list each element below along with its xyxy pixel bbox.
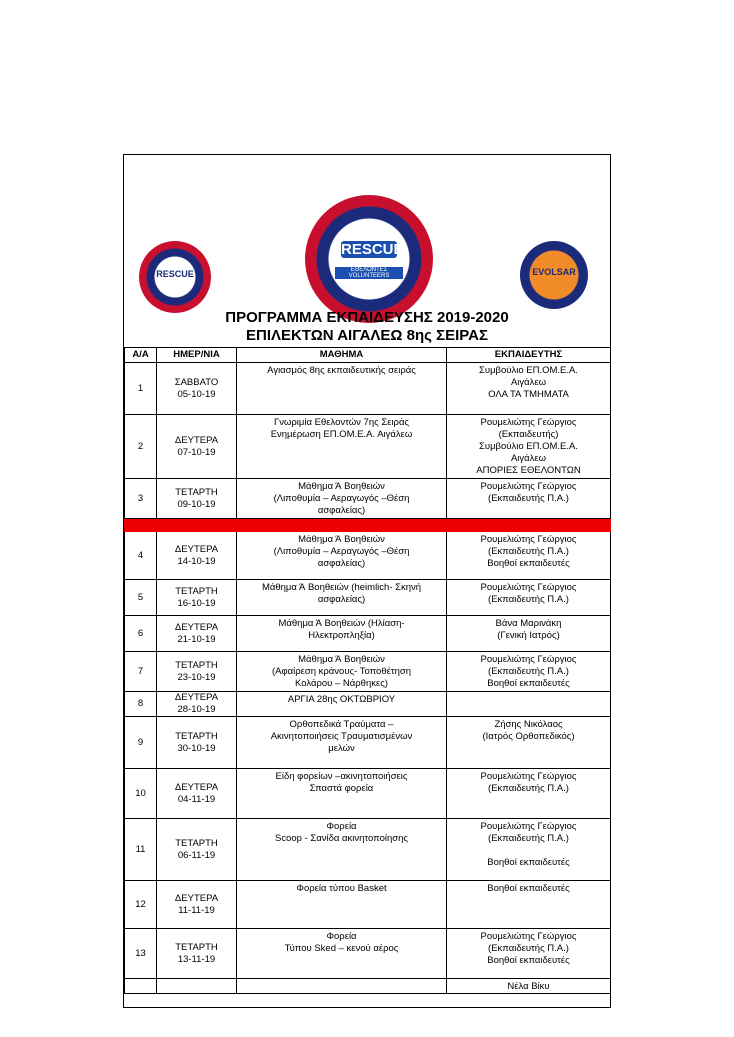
- cell-subject: [237, 979, 447, 994]
- table-row: [125, 692, 611, 717]
- civil-protection-logo-left: [139, 241, 211, 313]
- table-row: [125, 532, 611, 580]
- rescue-logo-center: [305, 195, 433, 323]
- cell-subject: Αγιασμός 8ης εκπαιδευτικής σειράς: [237, 363, 447, 415]
- cell-aa: 6: [125, 616, 157, 652]
- schedule-document: [123, 154, 611, 1008]
- cell-subject: Μάθημα Ά Βοηθειών (Ηλίαση- Ηλεκτροπληξία): [237, 616, 447, 652]
- table-row: [125, 415, 611, 479]
- cell-date: ΔΕΥΤΕΡΑ 21-10-19: [157, 616, 237, 652]
- cell-instructor: Ρουμελιώτης Γεώργιος (Εκπαιδευτής Π.Α.) Βοηθοί εκπαιδευτές: [447, 652, 611, 692]
- cell-instructor: Ρουμελιώτης Γεώργιος (Εκπαιδευτής Π.Α.): [447, 769, 611, 819]
- cell-instructor: Νέλα Βίκυ: [447, 979, 611, 994]
- cell-subject: Μάθημα Ά Βοηθειών (heimlich- Σκηνή ασφαλείας): [237, 580, 447, 616]
- red-divider-cell: [237, 519, 447, 532]
- cell-date: ΔΕΥΤΕΡΑ 04-11-19: [157, 769, 237, 819]
- table-row: [125, 881, 611, 929]
- cell-date: ΤΕΤΑΡΤΗ 09-10-19: [157, 479, 237, 519]
- logo-center-text: RESCUE: [341, 241, 404, 258]
- cell-subject: Φορεία Scoop - Σανίδα ακινητοποίησης: [237, 819, 447, 881]
- logo-center-subtext: ΕΘΕΛΟΝΤΕΣ VOLUNTEERS: [335, 267, 403, 279]
- logo-right-text: EVOLSAR: [532, 267, 576, 277]
- red-divider-cell: [157, 519, 237, 532]
- table-header-row: [125, 348, 611, 363]
- header-aa: Α/Α: [125, 348, 157, 363]
- cell-date: ΤΕΤΑΡΤΗ 06-11-19: [157, 819, 237, 881]
- cell-aa: 1: [125, 363, 157, 415]
- cell-instructor: Ζήσης Νικόλαος (Ιατρός Ορθοπεδικός): [447, 717, 611, 769]
- cell-date: ΔΕΥΤΕΡΑ 07-10-19: [157, 415, 237, 479]
- schedule-body: [125, 363, 611, 994]
- table-row: [125, 580, 611, 616]
- cell-instructor: [447, 692, 611, 717]
- table-row: [125, 819, 611, 881]
- cell-subject: Φορεία Τύπου Sked – κενού αέρος: [237, 929, 447, 979]
- cell-date: [157, 979, 237, 994]
- table-row: [125, 717, 611, 769]
- cell-aa: 11: [125, 819, 157, 881]
- logo-left-text: RESCUE: [156, 269, 194, 279]
- cell-instructor: Βοηθοί εκπαιδευτές: [447, 881, 611, 929]
- red-divider-cell: [447, 519, 611, 532]
- cell-instructor: Ρουμελιώτης Γεώργιος (Εκπαιδευτής Π.Α.): [447, 479, 611, 519]
- cell-date: ΤΕΤΑΡΤΗ 30-10-19: [157, 717, 237, 769]
- table-row: [125, 363, 611, 415]
- cell-date: ΤΕΤΑΡΤΗ 16-10-19: [157, 580, 237, 616]
- cell-subject: Φορεία τύπου Basket: [237, 881, 447, 929]
- cell-aa: 12: [125, 881, 157, 929]
- cell-instructor: Βάνα Μαρινάκη (Γενική Ιατρός): [447, 616, 611, 652]
- cell-date: ΔΕΥΤΕΡΑ 28-10-19: [157, 692, 237, 717]
- header-instructor: ΕΚΠΑΙΔΕΥΤΗΣ: [447, 348, 611, 363]
- cell-subject: Μάθημα Ά Βοηθειών (Λιποθυμία – Αεραγωγός –Θέση ασφαλείας): [237, 532, 447, 580]
- cell-aa: 9: [125, 717, 157, 769]
- cell-subject: Μάθημα Ά Βοηθειών (Αφαίρεση κράνους- Τοποθέτηση Κολάρου – Νάρθηκες): [237, 652, 447, 692]
- red-divider-row: [125, 519, 611, 532]
- cell-date: ΔΕΥΤΕΡΑ 11-11-19: [157, 881, 237, 929]
- cell-instructor: Ρουμελιώτης Γεώργιος (Εκπαιδευτής Π.Α.) Βοηθοί εκπαιδευτές: [447, 819, 611, 881]
- table-row: [125, 652, 611, 692]
- table-row: [125, 929, 611, 979]
- cell-date: ΔΕΥΤΕΡΑ 14-10-19: [157, 532, 237, 580]
- schedule-table: [124, 347, 611, 994]
- cell-date: ΣΑΒΒΑΤΟ 05-10-19: [157, 363, 237, 415]
- red-divider-cell: [125, 519, 157, 532]
- cell-date: ΤΕΤΑΡΤΗ 23-10-19: [157, 652, 237, 692]
- evolsar-logo-right: [520, 241, 588, 309]
- cell-subject: ΑΡΓΙΑ 28ης ΟΚΤΩΒΡΙΟΥ: [237, 692, 447, 717]
- table-row: [125, 769, 611, 819]
- cell-subject: Μάθημα Ά Βοηθειών (Λιποθυμία – Αεραγωγός –Θέση ασφαλείας): [237, 479, 447, 519]
- cell-subject: Είδη φορείων –ακινητοποιήσεις Σπαστά φορεία: [237, 769, 447, 819]
- cell-subject: Γνωριμία Εθελοντών 7ης Σειράς Ενημέρωση ΕΠ.ΟΜ.Ε.Α. Αιγάλεω: [237, 415, 447, 479]
- cell-instructor: Ρουμελιώτης Γεώργιος (Εκπαιδευτής Π.Α.) Βοηθοί εκπαιδευτές: [447, 532, 611, 580]
- cell-aa: 2: [125, 415, 157, 479]
- header-subject: ΜΑΘΗΜΑ: [237, 348, 447, 363]
- cell-aa: 4: [125, 532, 157, 580]
- cell-instructor: Ρουμελιώτης Γεώργιος (Εκπαιδευτής) Συμβούλιο ΕΠ.ΟΜ.Ε.Α. Αιγάλεω ΑΠΟΡΙΕΣ ΕΘΕΛΟΝΤΩΝ: [447, 415, 611, 479]
- cell-aa: 7: [125, 652, 157, 692]
- cell-aa: 3: [125, 479, 157, 519]
- cell-aa: 13: [125, 929, 157, 979]
- cell-subject: Ορθοπεδικά Τραύματα – Ακινητοποιήσεις Τραυματισμένων μελών: [237, 717, 447, 769]
- table-row: [125, 616, 611, 652]
- cell-aa: [125, 979, 157, 994]
- header-date: ΗΜΕΡ/ΝΙΑ: [157, 348, 237, 363]
- page-title: ΠΡΟΓΡΑΜΜΑ ΕΚΠΑΙΔΕΥΣΗΣ 2019-2020: [225, 309, 509, 326]
- cell-aa: 8: [125, 692, 157, 717]
- page-subtitle: ΕΠΙΛΕΚΤΩΝ ΑΙΓΑΛΕΩ 8ης ΣΕΙΡΑΣ: [246, 327, 488, 344]
- cell-date: ΤΕΤΑΡΤΗ 13-11-19: [157, 929, 237, 979]
- cell-aa: 5: [125, 580, 157, 616]
- table-row: [125, 979, 611, 994]
- cell-aa: 10: [125, 769, 157, 819]
- cell-instructor: Συμβούλιο ΕΠ.ΟΜ.Ε.Α. Αιγάλεω ΟΛΑ ΤΑ ΤΜΗΜΑΤΑ: [447, 363, 611, 415]
- cell-instructor: Ρουμελιώτης Γεώργιος (Εκπαιδευτής Π.Α.) Βοηθοί εκπαιδευτές: [447, 929, 611, 979]
- table-row: [125, 479, 611, 519]
- cell-instructor: Ρουμελιώτης Γεώργιος (Εκπαιδευτής Π.Α.): [447, 580, 611, 616]
